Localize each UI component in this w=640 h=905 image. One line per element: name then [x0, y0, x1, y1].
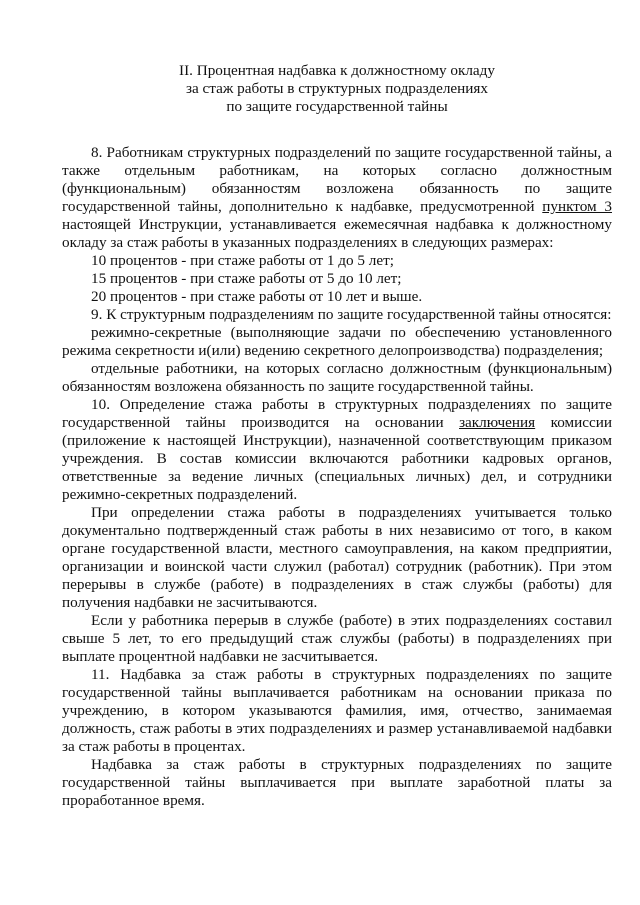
rate-item-3: 20 процентов - при стаже работы от 10 лет и выше. — [91, 288, 423, 305]
paragraph-10 — [62, 396, 612, 504]
paragraph-10-c: Если у работника перерыв в службе (работе) в этих подразделениях составил свыше 5 лет, то его предыдущий стаж службы (работы) в подразделениях при выплате процентной надбавки не засчитывается. — [62, 612, 612, 665]
paragraph-8 — [62, 144, 612, 252]
paragraph-9-item-b: отдельные работники, на которых согласно должностным (функциональным) обязанностям возложена обязанность по защите государственной тайны. — [62, 360, 612, 395]
section-heading — [62, 62, 612, 116]
paragraph-10-text-before: 10. Определение стажа работы в структурных подразделениях по защите государственной тайны производится на основании — [62, 396, 612, 431]
paragraph-9: 9. К структурным подразделениям по защите государственной тайны относятся: — [91, 306, 612, 323]
document-page — [62, 62, 612, 810]
heading-line-1: II. Процентная надбавка к должностному окладу — [179, 62, 495, 79]
paragraph-11-b: Надбавка за стаж работы в структурных подразделениях по защите государственной тайны выплачивается при выплате заработной платы за проработанное время. — [62, 756, 612, 809]
heading-line-2: за стаж работы в структурных подразделениях — [186, 80, 488, 97]
paragraph-11: 11. Надбавка за стаж работы в структурных подразделениях по защите государственной тайны выплачивается работникам на основании приказа по учреждению, в котором указываются фамилия, имя, отчество, занимаемая должность, стаж работы в этих подразделениях и размер устанавливаемой надбавки за стаж работы в процентах. — [62, 666, 612, 755]
rate-item-1: 10 процентов - при стаже работы от 1 до 5 лет; — [91, 252, 394, 269]
link-zaklyucheniya[interactable]: заключения — [459, 414, 536, 431]
rate-item-2: 15 процентов - при стаже работы от 5 до 10 лет; — [91, 270, 402, 287]
heading-line-3: по защите государственной тайны — [226, 98, 448, 115]
link-punkt-3[interactable]: пунктом 3 — [542, 198, 612, 215]
paragraph-9-item-a: режимно-секретные (выполняющие задачи по обеспечению установленного режима секретности и(или) ведению секретного делопроизводства) подразделения; — [62, 324, 612, 359]
paragraph-8-text-before: 8. Работникам структурных подразделений по защите государственной тайны, а также отдельным работникам, на которых согласно должностным (функциональным) обязанностям возложена обязанность по защите государственной тайны, дополнительно к надбавке, предусмотренной — [62, 144, 612, 215]
paragraph-8-text-after: настоящей Инструкции, устанавливается ежемесячная надбавка к должностному окладу за стаж работы в указанных подразделениях в следующих размерах: — [62, 216, 612, 251]
paragraph-10-text-after: комиссии (приложение к настоящей Инструкции), назначенной соответствующим приказом учреждения. В состав комиссии включаются работники кадровых органов, ответственные за ведение личных (специальных личных) дел, и сотрудники режимно-секретных подразделений. — [62, 414, 613, 503]
paragraph-10-b: При определении стажа работы в подразделениях учитывается только документально подтвержденный стаж работы в них независимо от того, в каком органе государственной власти, местного самоуправления, на каком предприятии, организации и воинской части служил (работал) сотрудник (работник). При этом перерывы в службе (работе) в подразделениях в стаж службы (работы) для получения надбавки не засчитываются. — [62, 504, 612, 611]
